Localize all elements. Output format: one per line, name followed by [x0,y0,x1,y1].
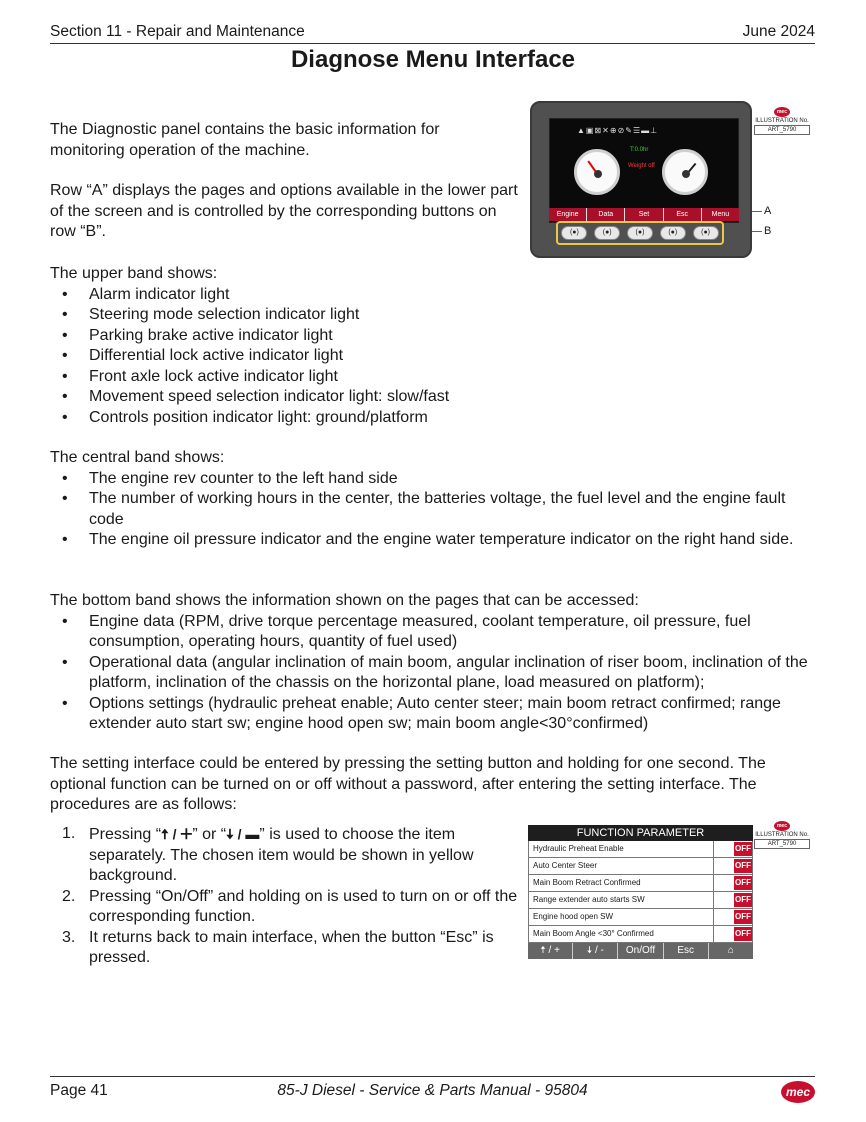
down-minus-icon: 🠇 / ▬ [226,826,260,842]
list-item: • Movement speed selection indicator light: slow/fast [50,387,820,408]
up-plus-button: 🠅 / + [528,943,573,959]
row-b-button: (●) [660,226,686,240]
illustration-title: ILLUSTRATION No. [755,118,809,124]
row-a-set: Set [625,208,663,221]
step-text: It returns back to main interface, when the button “Esc” is pressed. [89,928,494,966]
step-number: 3. [62,928,76,946]
home-icon: ⌂ [727,945,734,956]
page-title: Diagnose Menu Interface [290,46,576,73]
parameter-row [528,841,753,858]
page-footer [50,1076,815,1106]
parameter-label: Range extender auto starts SW [533,895,645,904]
oil-temp-gauge [662,149,708,195]
step-item [62,887,522,928]
step-text: Pressing “ [89,826,162,843]
step-text: ” or “ [192,826,227,843]
list-item: • Operational data (angular inclination of main boom, angular inclination of riser boom, inclination of the platform, inclination of the chassis on the horizontal plane, load measured on platform); [50,653,820,694]
illustration-number: ART_5790 [754,125,810,135]
section-label: Section 11 - Repair and Maintenance [50,23,305,40]
parameter-row [528,909,753,926]
intro-paragraph: The Diagnostic panel contains the basic information for monitoring operation of the machine. [50,121,440,159]
callout-line-b [752,231,762,232]
central-band-section [50,448,820,551]
row-b-button: (●) [594,226,620,240]
step-number: 1. [62,825,76,842]
parameter-label: Engine hood open SW [533,912,614,921]
bottom-band-heading: The bottom band shows the information shown on the pages that can be accessed: [50,592,639,609]
weight-warning: Weight off [628,163,655,169]
list-item: • Front axle lock active indicator light [50,367,820,388]
parameter-label: Main Boom Angle <30° Confirmed [533,929,654,938]
down-minus-button: 🠇 / - [573,943,618,959]
parameter-state: OFF [734,842,752,856]
function-parameter-buttons [528,943,753,959]
gauge-hub [682,170,690,178]
on-off-button: On/Off [618,943,663,959]
up-plus-icon: 🠅 / 🞣 [161,826,193,842]
list-item: • Controls position indicator light: ground/platform [50,408,820,429]
bottom-band-section [50,591,820,735]
function-parameter-title: FUNCTION PARAMETER [528,825,753,841]
row-explanation-paragraph: Row “A” displays the pages and options available in the lower part of the screen and is controlled by the corresponding buttons on row “B”. [50,182,518,240]
row-b-buttons [556,221,724,245]
working-hours: T:0.0hr [630,147,649,153]
callout-label-b: B [764,225,772,237]
mec-logo: mec [774,107,790,117]
indicator-icons: ▲▣⊠✕⊕⊘✎☰▬⊥ [577,126,659,135]
row-a-esc: Esc [664,208,702,221]
parameter-state: OFF [734,927,752,941]
row-b-button: (●) [693,226,719,240]
list-item: • Steering mode selection indicator light [50,305,820,326]
parameter-row [528,892,753,909]
manual-title: 85-J Diesel - Service & Parts Manual - 95804 [277,1082,588,1099]
step-item [62,928,522,969]
list-item: • Options settings (hydraulic preheat enable; Auto center steer; main boom retract confirmed; range extender auto start sw; engine hood open sw; main boom angle<30°confirmed) [50,694,820,735]
list-item: • The number of working hours in the center, the batteries voltage, the fuel level and the engine fault code [50,489,820,530]
upper-band-heading: The upper band shows: [50,265,218,282]
step-text: Pressing “On/Off” and holding on is used to turn on or off the corresponding function. [89,887,518,925]
setting-paragraph: The setting interface could be entered by pressing the setting button and holding for one second. The optional function can be turned on or off without a password, after entering the setting interface. The procedures are as follows: [50,755,766,813]
parameter-state: OFF [734,893,752,907]
illustration-title: ILLUSTRATION No. [755,832,809,838]
parameter-label: Hydraulic Preheat Enable [533,844,624,853]
step-item [62,824,522,887]
gauge-hub [594,170,602,178]
diagnostic-display-illustration [530,101,752,258]
parameter-state: OFF [734,910,752,924]
parameter-state: OFF [734,876,752,890]
parameter-row [528,858,753,875]
page-number: Page 41 [50,1082,108,1099]
parameter-row [528,926,753,943]
list-item: • Differential lock active indicator light [50,346,820,367]
list-item: • The engine oil pressure indicator and the engine water temperature indicator on the right hand side. [50,530,820,551]
procedure-steps [62,824,522,969]
row-b-button: (●) [627,226,653,240]
page-header [50,22,815,44]
row-a-menu [549,208,739,221]
row-a-engine: Engine [549,208,587,221]
step-text: ” is used to choose the item separately. The chosen item would be shown in yellow background. [89,826,474,884]
illustration-number: ART_5790 [754,839,810,849]
rpm-gauge [574,149,620,195]
callout-label-a: A [764,205,772,217]
callout-line-a [752,211,762,212]
esc-button: Esc [664,943,709,959]
row-b-button: (●) [561,226,587,240]
list-item: • Parking brake active indicator light [50,326,820,347]
list-item: • Engine data (RPM, drive torque percentage measured, coolant temperature, oil pressure, fuel consumption, operating hours, quantity of fuel used) [50,612,820,653]
function-parameter-screen [528,825,753,959]
row-a-menu-item: Menu [711,211,730,218]
illustration-tag [754,107,810,135]
list-item: • The engine rev counter to the left hand side [50,469,820,490]
parameter-label: Main Boom Retract Confirmed [533,878,641,887]
illustration-tag [754,821,810,849]
header-date: June 2024 [742,23,815,40]
parameter-state: OFF [734,859,752,873]
mec-logo: mec [781,1081,815,1103]
list-item: • Alarm indicator light [50,285,820,306]
step-number: 2. [62,887,76,905]
parameter-row [528,875,753,892]
upper-band-section [50,264,820,428]
parameter-label: Auto Center Steer [533,861,598,870]
central-band-heading: The central band shows: [50,449,225,466]
mec-logo: mec [774,821,790,831]
row-a-data: Data [587,208,625,221]
